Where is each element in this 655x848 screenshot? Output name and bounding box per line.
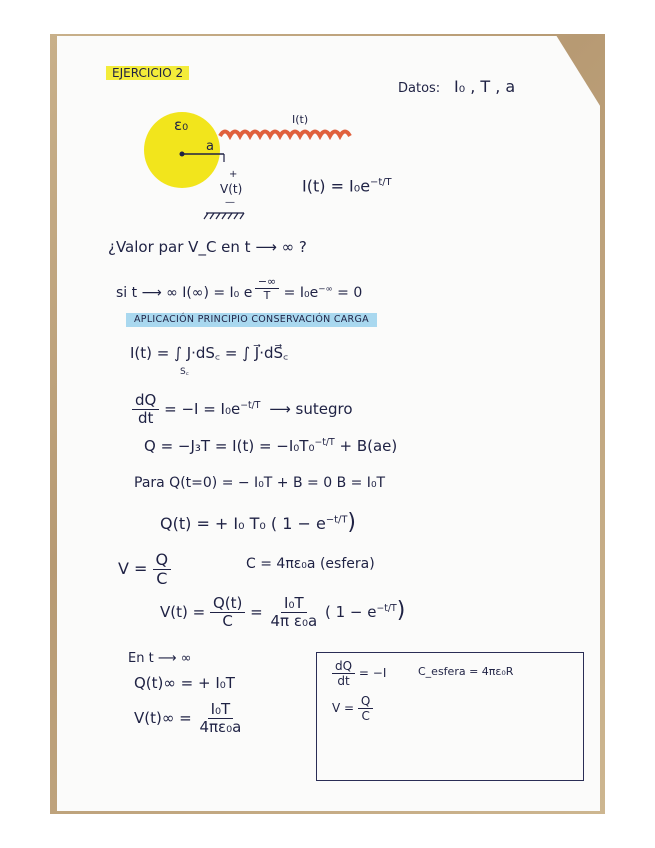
exercise-title: EJERCICIO 2 bbox=[106, 66, 189, 80]
conservation-banner: APLICACIÓN PRINCIPIO CONSERVACIÓN CARGA bbox=[126, 313, 377, 327]
initial-condition: Para Q(t=0) = − I₀T + B = 0 B = I₀T bbox=[134, 475, 386, 491]
box-voltage: V = $\frac{Q}{C}$ bbox=[332, 695, 373, 722]
voltage-infinity: V(t)∞ = $\frac{\text{I₀T}}{\text{4πε₀a}}$ bbox=[134, 700, 242, 736]
minus-label: — bbox=[225, 197, 235, 208]
limit-line: si t ⟶ ∞ I(∞) = I₀ e $\frac{-\infty}{T}$ = I₀e−∞ = 0 bbox=[116, 275, 363, 302]
box-c-esfera: C_esfera = 4πε₀R bbox=[418, 665, 514, 678]
coil-shape bbox=[220, 132, 350, 137]
plus-label: + bbox=[229, 169, 238, 180]
infinity-heading: En t ⟶ ∞ bbox=[128, 651, 192, 666]
current-definition: $I(t) = I_0e^{-t/T}$ bbox=[302, 176, 392, 196]
datos-label: Datos: bbox=[398, 81, 441, 96]
voltage-label: V(t) bbox=[220, 182, 243, 196]
integral-subscript: S꜀ bbox=[180, 367, 189, 377]
epsilon-label: ε₀ bbox=[174, 116, 189, 134]
box-dq-dt: $\frac{dQ}{dt}$ = −I bbox=[332, 660, 386, 687]
ground-symbol bbox=[204, 213, 244, 219]
question-line: ¿Valor par V_C en t ⟶ ∞ ? bbox=[108, 238, 307, 256]
charge-equation: Q = −J₃T = I(t) = −I₀T₀$^{-t/T}$ + B(ae) bbox=[144, 437, 398, 455]
datos-values: I₀ , T , a bbox=[454, 77, 516, 96]
current-label: I(t) bbox=[292, 113, 309, 126]
dq-dt-equation: $\frac{dQ}{dt}$ = $-I = I_0e^{-t/T}$ ⟶ sutegro bbox=[132, 393, 353, 426]
capacitance-equation: C = 4πε₀a (esfera) bbox=[246, 556, 375, 572]
charge-infinity: Q(t)∞ = + I₀T bbox=[134, 674, 235, 692]
charge-function: Q(t) = + I₀ T₀ ( $1 - e^{-t/T}$) bbox=[160, 510, 357, 535]
voltage-function: V(t) = $\frac{Q(t)}{C}$ = $\frac{\text{I₀T}}{\text{4π ε₀a}}$ ( $1 - e^{-t/T}$) bbox=[160, 594, 406, 630]
voltage-formula: V = $\frac{Q}{C}$ bbox=[118, 552, 171, 587]
integral-equation: I(t) = ∫ J·dS꜀ = ∫ J⃗·dS⃗꜀ bbox=[130, 344, 289, 362]
radius-label: a bbox=[206, 139, 214, 154]
